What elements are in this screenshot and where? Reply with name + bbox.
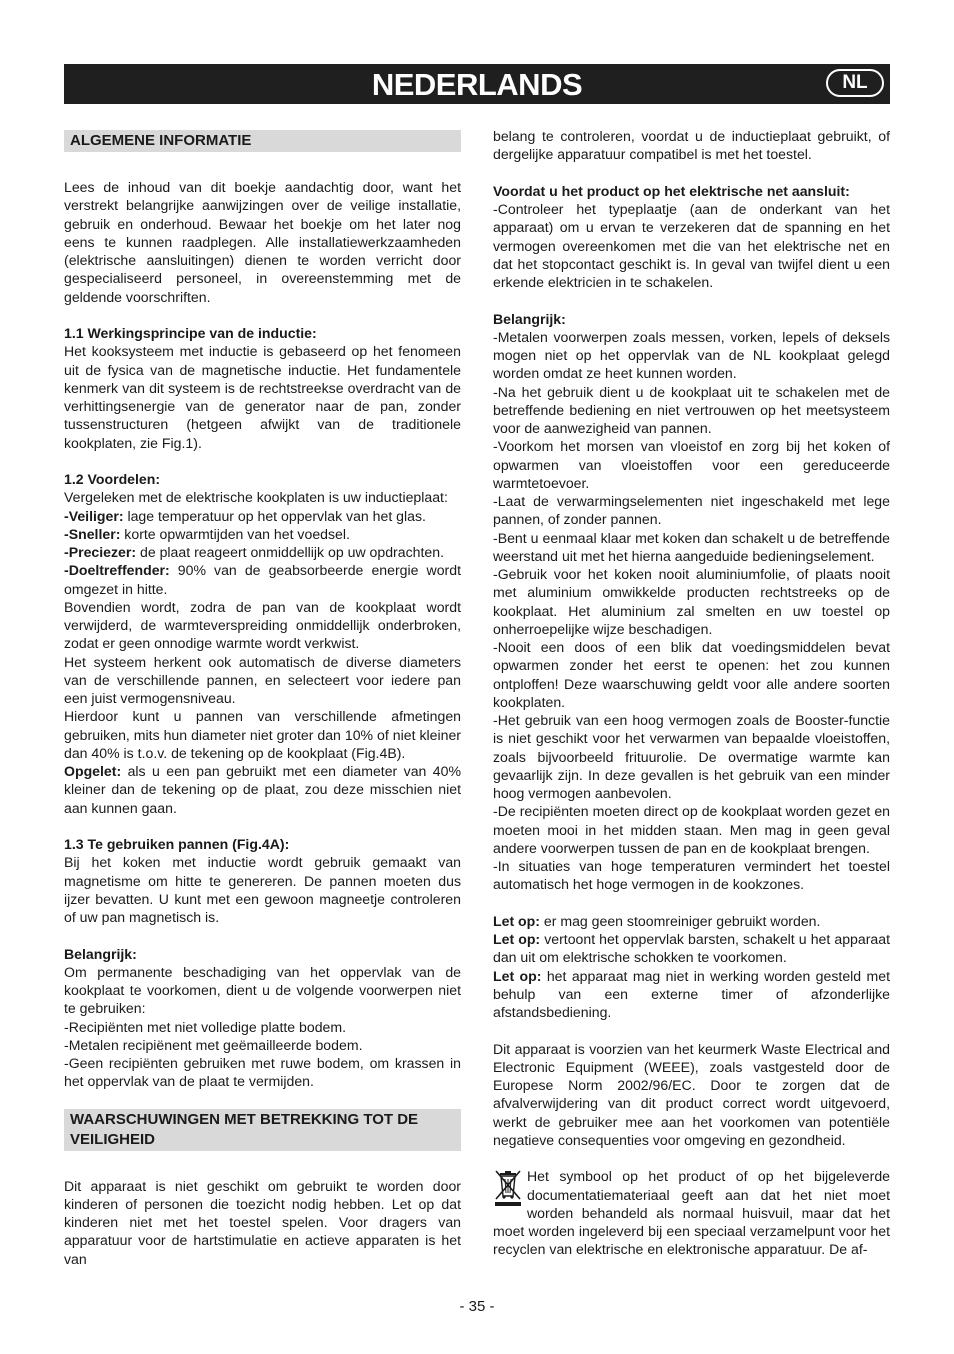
- heading-before-connecting: Voordat u het product op het elektrische net aansluit:: [493, 182, 850, 199]
- induction-principle-paragraph: Het kooksysteem met inductie is gebaseerd op het fenomeen uit de fysica van de magnetische inductie. Het fundamentele kenmerk van dit systeem is de rechtstreekse overdracht van de verhittingsenergie van de generator naar de pan, zonder tussenstructuren (hetgeen afwijkt van de traditionele kookplaten, zie Fig.1).: [64, 343, 461, 451]
- warning-item: -In situaties van hoge temperaturen vermindert het toestel automatisch het hoge vermogen in de kookzones.: [493, 858, 890, 893]
- advantage-safer: -Veiliger: lage temperatuur op het oppervlak van het glas.: [64, 507, 426, 524]
- advantages-diameter-detect: Het systeem herkent ook automatisch de diverse diameters van de verschillende pannen, en selecteert voor iedere pan een juist vermogensniveau.: [64, 653, 461, 706]
- language-banner: [64, 64, 890, 104]
- left-column: [64, 127, 461, 1268]
- symbol-paragraph: Het symbool op het product of op het bijgeleverde documentatiemateriaal geeft aan dat het niet moet worden behandeld als normaal huisvuil, maar dat het moet worden ingeleverd bij een speciaal verzamelpunt voor het recyclen van elektrische en elektronische apparatuur. De af-: [493, 1168, 890, 1258]
- before-connecting-paragraph: -Controleer het typeplaatje (aan de onderkant van het apparaat) om u ervan te verzekeren dat de spanning en het vermogen overeenkomen met die van het elektrische net en dat het stopcontact geschikt is. In geval van twijfel dient u een erkende elektricien in te schakelen.: [493, 201, 890, 290]
- heading-important-right: Belangrijk:: [493, 310, 566, 327]
- warning-item: -De recipiënten moeten direct op de kookplaat worden gezet en moeten mooi in het midden staan. Men mag in geen geval andere voorwerpen tussen de pan en de kookplaat brengen.: [493, 803, 890, 856]
- crossed-bin-icon: [493, 1169, 523, 1207]
- avoid-item: -Metalen recipiënent met geëmailleerde bodem.: [64, 1036, 363, 1053]
- avoid-item: -Geen recipiënten gebruiken met ruwe bodem, om krassen in het oppervlak van de plaat te vermijden.: [64, 1055, 461, 1090]
- warning-item: -Voorkom het morsen van vloeistof en zorg bij het koken of opwarmen van vloeistoffen voor een gereduceerde warmtetoevoer.: [493, 438, 890, 491]
- language-badge: NL: [826, 69, 884, 97]
- continued-paragraph: belang te controleren, voordat u de inductieplaat gebruikt, of dergelijke apparatuur compatibel is met het toestel.: [493, 128, 890, 163]
- note-timer: Let op: het apparaat mag niet in werking worden gesteld met behulp van een externe timer of afzonderlijke afstandsbediening.: [493, 967, 891, 1020]
- section-heading-safety: WAARSCHUWINGEN MET BETREKKING TOT DE VEILIGHEID: [64, 1109, 461, 1151]
- safety-paragraph: Dit apparaat is niet geschikt om gebruikt te worden door kinderen of personen die toezicht nodig hebben. Let op dat kinderen niet met het toestel spelen. Voor dragers van apparatuur voor de hartstimulatie en actieve apparaten is het van: [64, 1177, 461, 1267]
- advantage-precise: -Preciezer: de plaat reageert onmiddellijk op uw opdrachten.: [64, 544, 444, 560]
- weee-paragraph: Dit apparaat is voorzien van het keurmerk Waste Electrical and Electronic Equipment (WEEE), zoals vastgesteld door de Europese Norm 2002/96/EC. Door te zorgen dat de afvalverwijdering van dit product correct wordt uitgevoerd, werkt de gebruiker mee aan het voorkomen van potentiële negatieve consequenties voor omgeving en gezondheid.: [493, 1040, 890, 1148]
- advantages-pan-sizes: Hierdoor kunt u pannen van verschillende afmetingen gebruiken, mits hun diameter niet groter dan 10% of niet kleiner dan 40% is t.o.v. de tekening op de kookplaat (Fig.4B).: [64, 708, 461, 761]
- warning-item: -Nooit een doos of een blik dat voedingsmiddelen bevat opwarmen zonder het eerst te openen: het zou kunnen ontploffen! Deze waarschuwing geldt voor alle andere soorten kookplaten.: [493, 639, 890, 710]
- right-column: [493, 127, 890, 1259]
- important-paragraph: Om permanente beschadiging van het oppervlak van de kookplaat te voorkomen, dient u de volgende voorwerpen niet te gebruiken:: [64, 963, 461, 1017]
- heading-important-left: Belangrijk:: [64, 945, 137, 962]
- warning-item: -Laat de verwarmingselementen niet ingeschakeld met lege pannen, of zonder pannen.: [493, 493, 890, 528]
- pans-to-use-paragraph: Bij het koken met inductie wordt gebruik gemaakt van magnetisme om hitte te genereren. De pannen moeten dus ijzer bevatten. U kunt met een gewoon magneetje controleren of uw pan magnetisch is.: [64, 854, 461, 925]
- avoid-item: -Recipiënten met niet volledige platte bodem.: [64, 1018, 347, 1035]
- advantage-faster: -Sneller: korte opwarmtijden van het voedsel.: [64, 525, 350, 542]
- warning-item: -Gebruik voor het koken nooit aluminiumfolie, of plaats nooit met aluminium omwikkelde producten rechtstreeks op de kookplaat. Het aluminium zal smelten en uw toestel op onherroepelijke wijze beschadigen.: [493, 566, 890, 637]
- section-heading-general-info: ALGEMENE INFORMATIE: [64, 130, 461, 152]
- heading-induction-principle: 1.1 Werkingsprincipe van de inductie:: [64, 325, 317, 341]
- note-cracks: Let op: vertoont het oppervlak barsten, schakelt u het apparaat dan uit om elektrische schokken te voorkomen.: [493, 931, 890, 966]
- intro-paragraph: Lees de inhoud van dit boekje aandachtig door, want het verstrekt belangrijke aanwijzingen over de veilige installatie, gebruik en onderhoud. Bewaar het boekje om het later nog eens te kunnen raadplegen. Alle installatiewerkzaamheden (elektrische aansluitingen) dienen te worden verricht door gespecialiseerd personeel, in overeenstemming met de geldende voorschriften.: [64, 179, 461, 305]
- note-steam-cleaner: Let op: er mag geen stoomreiniger gebruikt worden.: [493, 912, 821, 929]
- advantage-efficient: -Doeltreffender: 90% van de geabsorbeerde energie wordt omgezet in hitte.: [64, 562, 461, 597]
- warning-item: -Het gebruik van een hoog vermogen zoals de Booster-functie is niet geschikt voor het verwarmen van bepaalde vloeistoffen, zoals bijvoorbeeld frituurolie. De overmatige warmte kan gevaarlijk zijn. In deze gevallen is het gebruik van een minder hoog vermogen aanbevolen.: [493, 712, 890, 801]
- heading-advantages: 1.2 Voordelen:: [64, 471, 161, 487]
- warning-item: -Na het gebruik dient u de kookplaat uit te schakelen met de betreffende bediening en niet vertrouwen op het meetsysteem voor de aanwezigheid van pannen.: [493, 383, 890, 436]
- advantages-intro: Vergeleken met de elektrische kookplaten is uw inductieplaat:: [64, 489, 448, 506]
- advantages-heat-stop: Bovendien wordt, zodra de pan van de kookplaat wordt verwijderd, de warmteverspreiding onmiddellijk onderbroken, zodat er geen onnodige warmte wordt verkwist.: [64, 598, 461, 652]
- caution-note: Opgelet: als u een pan gebruikt met een diameter van 40% kleiner dan de tekening op de plaat, zou deze misschien niet aan kunnen gaan.: [64, 763, 461, 816]
- warning-item: -Bent u eenmaal klaar met koken dan schakelt u de betreffende weerstand uit met het hierna aangeduide bedieningselement.: [493, 529, 890, 564]
- weee-symbol-block: [493, 1167, 890, 1258]
- page-number: - 35 -: [459, 1298, 495, 1315]
- banner-title: NEDERLANDS: [371, 67, 583, 102]
- warning-item: -Metalen voorwerpen zoals messen, vorken, lepels of deksels mogen niet op het oppervlak van de NL kookplaat gelegd worden omdat ze heet kunnen worden.: [493, 328, 890, 382]
- heading-pans-to-use: 1.3 Te gebruiken pannen (Fig.4A):: [64, 836, 290, 852]
